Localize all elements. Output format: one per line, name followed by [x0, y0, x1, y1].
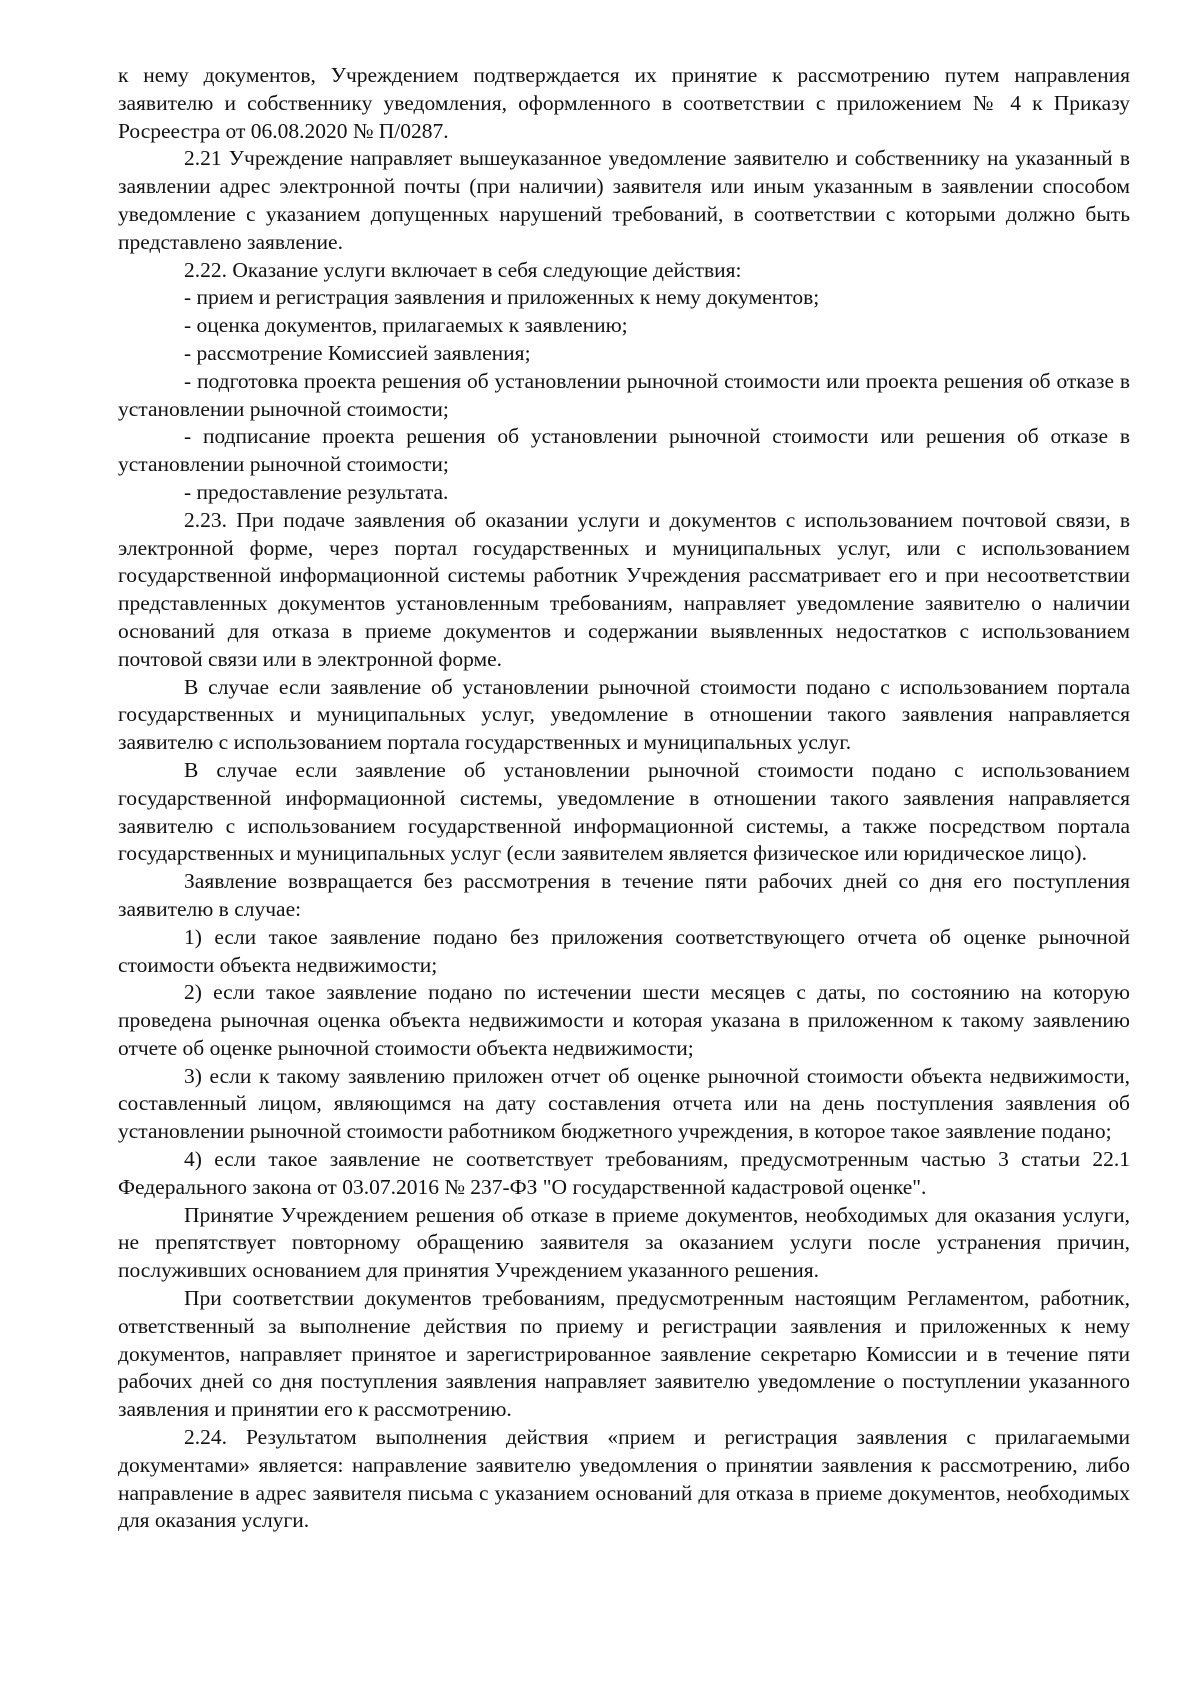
list-item: 4) если такое заявление не соответствует требованиям, предусмотренным частью 3 статьи 22.1 Федерального закона от 03.07.2016 № 237-ФЗ "О государственной кадастровой оценке". — [118, 1147, 1130, 1199]
list-item: - подготовка проекта решения об установлении рыночной стоимости или проекта решения об отказе в установлении рыночной стоимости; — [118, 368, 1130, 421]
paragraph: Принятие Учреждением решения об отказе в приеме документов, необходимых для оказания услуги, не препятствует повторному обращению заявителя за оказанием услуги после устранения причин, послуживших основанием для принятия Учреждением указанного решения. — [118, 1202, 1130, 1283]
list-item: - прием и регистрация заявления и приложенных к нему документов; — [184, 285, 820, 310]
paragraph: Заявление возвращается без рассмотрения в течение пяти рабочих дней со дня его поступления заявителю в случае: — [118, 869, 1130, 921]
paragraph: к нему документов, Учреждением подтверждается их принятие к рассмотрению путем направления заявителю и собственнику уведомления, оформленного в соответствии с приложением № 4 к Приказу Росреестра от 06.08.2020 № П/0287. — [118, 63, 1130, 143]
paragraph: В случае если заявление об установлении рыночной стоимости подано с использованием портала государственных и муниципальных услуг, уведомление в отношении такого заявления направляется заявителю с использованием портала государственных и муниципальных услуг. — [118, 674, 1130, 755]
list-item: - рассмотрение Комиссией заявления; — [184, 340, 531, 365]
list-item: - оценка документов, прилагаемых к заявлению; — [184, 313, 628, 338]
paragraph: 2.24. Результатом выполнения действия «прием и регистрация заявления с прилагаемыми документами» является: направление заявителю уведомления о принятии заявления к рассмотрению, либо направление в адрес заявителя письма с указанием оснований для отказа в приеме документов, необходимых для оказания услуги. — [118, 1425, 1130, 1533]
list-item: - подписание проекта решения об установлении рыночной стоимости или решения об отказе в установлении рыночной стоимости; — [118, 424, 1130, 477]
document-body — [118, 62, 1130, 1535]
paragraph: В случае если заявление об установлении рыночной стоимости подано с использованием государственной информационной системы, уведомление в отношении такого заявления направляется заявителю с использованием государственной информационной системы, а также посредством портала государственных и муниципальных услуг (если заявителем является физическое или юридическое лицо). — [118, 757, 1130, 866]
paragraph: При соответствии документов требованиям, предусмотренным настоящим Регламентом, работник, ответственный за выполнение действия по приему и регистрации заявления и приложенных к нему документов, направляет принятое и зарегистрированное заявление секретарю Комиссии и в течение пяти рабочих дней со дня поступления заявления направляет заявителю уведомление о поступлении указанного заявления и принятии его к рассмотрению. — [118, 1286, 1130, 1422]
paragraph: 2.23. При подаче заявления об оказании услуги и документов с использованием почтовой связи, в электронной форме, через портал государственных и муниципальных услуг, или с использованием государственной информационной системы работник Учреждения рассматривает его и при несоответствии представленных документов установленным требованиям, направляет уведомление заявителю о наличии оснований для отказа в приеме документов и содержании выявленных недостатков с использованием почтовой связи или в электронной форме. — [118, 507, 1130, 671]
paragraph: 2.22. Оказание услуги включает в себя следующие действия: — [184, 257, 742, 282]
list-item: 2) если такое заявление подано по истечении шести месяцев с даты, по состоянию на которую проведена рыночная оценка объекта недвижимости и которая указана в приложенном к такому заявлению отчете об оценке рыночной стоимости объекта недвижимости; — [118, 980, 1130, 1060]
list-item: 1) если такое заявление подано без приложения соответствующего отчета об оценке рыночной стоимости объекта недвижимости; — [118, 924, 1130, 977]
list-item: 3) если к такому заявлению приложен отчет об оценке рыночной стоимости объекта недвижимости, составленный лицом, являющимся на дату составления отчета или на день поступления заявления об установлении рыночной стоимости работником бюджетного учреждения, в которое такое заявление подано; — [118, 1063, 1130, 1144]
paragraph: 2.21 Учреждение направляет вышеуказанное уведомление заявителю и собственнику на указанный в заявлении адрес электронной почты (при наличии) заявителя или иным указанным в заявлении способом уведомление с указанием допущенных нарушений требований, в соответствии с которыми должно быть представлено заявление. — [118, 146, 1130, 254]
list-item: - предоставление результата. — [184, 479, 449, 504]
